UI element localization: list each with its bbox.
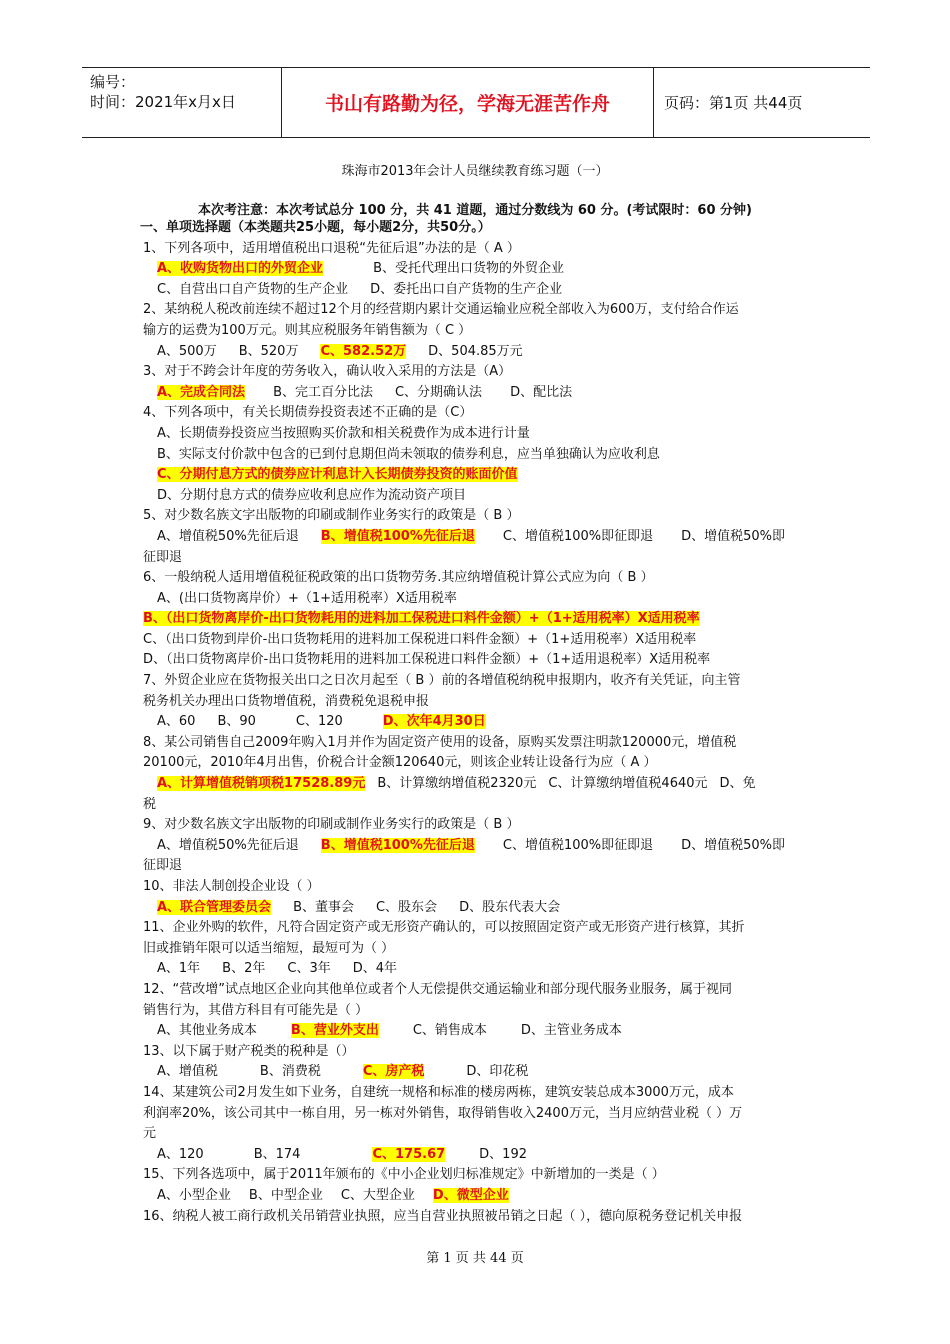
option: A、1年 — [157, 961, 201, 977]
header-meta — [82, 68, 282, 137]
option: D、504.85万元 — [428, 343, 523, 359]
page-footer: 第 1 页 共 44 页 — [426, 1251, 524, 1266]
option: D、股东代表大会 — [459, 899, 561, 915]
option: A、长期债券投资应当按照购买价款和相关税费作为成本进行计量 — [157, 425, 530, 441]
question-text: 20100元，2010年4月出售，价税合计金额120640元，则该企业转让设备行为应（ A ） — [143, 755, 657, 771]
option-wrap: 征即退 — [143, 858, 183, 874]
answer-option: C、分期付息方式的债券应计利息计入长期债券投资的账面价值 — [157, 467, 518, 483]
answer-option: A、收购货物出口的外贸企业 — [157, 261, 324, 277]
page-header — [82, 67, 870, 138]
question-text: 15、下列各选项中，属于2011年颁布的《中小企业划归标准规定》中新增加的一类是（ ） — [143, 1167, 665, 1183]
question-text: 10、非法人制创投企业设（ ） — [143, 879, 320, 894]
option: B、计算缴纳增值税2320元 — [377, 776, 537, 792]
question-text: 12、“营改增”试点地区企业向其他单位或者个人无偿提供交通运输业和部分现代服务业服务，属于视同 — [143, 981, 733, 997]
option: B、完工百分比法 — [273, 384, 373, 400]
option-row — [143, 712, 808, 733]
option: B、520万 — [238, 343, 299, 359]
section-heading: 一、单项选择题（本类题共25小题，每小题2分，共50分。） — [140, 220, 491, 235]
option-row — [143, 609, 808, 630]
document-title: 珠海市2013年会计人员继续教育练习题（一） — [341, 164, 609, 179]
answer-option: B、增值税100%先征后退 — [320, 837, 475, 853]
option: B、2年 — [222, 961, 266, 977]
question-text: 元 — [143, 1126, 157, 1142]
question-text: 9、对少数名族文字出版物的印刷或制作业务实行的政策是（ B ） — [143, 817, 520, 833]
option-row — [143, 342, 808, 363]
option-row — [143, 898, 808, 919]
question-text: 利润率20%，该公司其中一栋自用，另一栋对外销售，取得销售收入2400万元，当月应纳营业税（ ）万 — [143, 1105, 743, 1121]
question-text: 输方的运费为100万元。则其应税服务年销售额为（ C ） — [143, 322, 472, 338]
header-page-info: 页码：第1页 共44页 — [664, 94, 803, 112]
question-text: 16、纳税人被工商行政机关吊销营业执照，应当自营业执照被吊销之日起（ ），德向原税务登记机关申报 — [143, 1208, 743, 1224]
time-label: 时间：2021年x月x日 — [90, 93, 236, 111]
option-wrap: 税 — [143, 796, 157, 812]
option: D、（出口货物离岸价-出口货物耗用的进料加工保税进口料件金额）+（1+适用退税率）X适用税率 — [143, 652, 711, 668]
option: C、分期确认法 — [394, 384, 483, 400]
answer-option: B、营业外支出 — [290, 1023, 379, 1039]
option-row — [143, 1186, 808, 1207]
answer-option: D、微型企业 — [432, 1187, 509, 1203]
option-row — [143, 527, 808, 548]
option: A、增值税50%先征后退 — [157, 837, 299, 853]
question-text: 7、外贸企业应在货物报关出口之日次月起至（ B ）前的各增值税纳税申报期内，收齐有关凭证，向主管 — [143, 673, 741, 689]
option-row — [143, 465, 808, 486]
option: B、受托代理出口货物的外贸企业 — [373, 261, 564, 277]
option: C、自营出口自产货物的生产企业 — [157, 281, 349, 297]
option: C、大型企业 — [340, 1187, 415, 1203]
answer-option: B、增值税100%先征后退 — [320, 528, 475, 544]
question-text: 3、对于不跨会计年度的劳务收入，确认收入采用的方法是（A） — [143, 364, 512, 380]
answer-option: B、（出口货物离岸价-出口货物耗用的进料加工保税进口料件金额）+（1+适用税率）X适用税率 — [143, 611, 700, 627]
question-text: 税务机关办理出口货物增值税，消费税免退税申报 — [143, 693, 430, 709]
option: A、120 — [157, 1146, 204, 1162]
answer-option: A、计算增值税销项税17528.89元 — [157, 776, 366, 792]
option-row — [143, 774, 808, 795]
question-text: 销售行为，其借方科目有可能先是（ ） — [143, 1002, 369, 1018]
answer-option: A、联合管理委员会 — [157, 899, 272, 915]
option: B、中型企业 — [248, 1187, 323, 1203]
option: A、(出口货物离岸价）+（1+适用税率）X适用税率 — [157, 590, 457, 606]
question-list — [140, 218, 808, 1227]
option-row — [143, 280, 808, 301]
option-row — [143, 1145, 808, 1166]
option: B、消费税 — [259, 1064, 321, 1080]
option: C、（出口货物到岸价-出口货物耗用的进料加工保税进口料件金额）+（1+适用税率）X适用税率 — [143, 631, 697, 647]
option: D、4年 — [352, 961, 398, 977]
option: A、其他业务成本 — [157, 1023, 257, 1039]
option: A、增值税 — [157, 1064, 218, 1080]
option: B、实际支付价款中包含的已到付息期但尚未领取的债券利息，应当单独确认为应收利息 — [157, 446, 660, 462]
question-text: 2、某纳税人税改前连续不超过12个月的经营期内累计交通运输业应税全部收入为600万，支付给合作运 — [143, 302, 739, 318]
option: C、增值税100%即征即退 — [502, 837, 654, 853]
answer-option: C、582.52万 — [320, 343, 407, 359]
answer-option: C、175.67 — [372, 1146, 446, 1162]
answer-option: A、完成合同法 — [157, 384, 246, 400]
option: C、计算缴纳增值税4640元 — [548, 776, 708, 792]
option: D、委托出口自产货物的生产企业 — [370, 281, 563, 297]
option: D、免 — [719, 776, 756, 792]
question-text: 4、下列各项中，有关长期债券投资表述不正确的是（C） — [143, 405, 473, 421]
number-label: 编号： — [90, 73, 136, 91]
option: A、60 — [157, 714, 196, 730]
question-text: 13、以下属于财产税类的税种是（） — [143, 1043, 355, 1059]
option: A、小型企业 — [157, 1187, 231, 1203]
option: D、印花税 — [466, 1064, 529, 1080]
option-wrap: 征即退 — [143, 549, 183, 565]
exam-notice: 本次考注意：本次考试总分 100 分，共 41 道题，通过分数线为 60 分。(考试限时：60 分钟) — [198, 203, 752, 218]
option: D、192 — [479, 1146, 527, 1162]
option-row — [143, 259, 808, 280]
option-row — [143, 959, 808, 980]
option: B、董事会 — [293, 899, 354, 915]
option: B、90 — [217, 714, 256, 730]
question-text: 6、一般纳税人适用增值税征税政策的出口货物劳务.其应纳增值税计算公式应为向（ B ） — [143, 570, 654, 586]
question-text: 5、对少数名族文字出版物的印刷或制作业务实行的政策是（ B ） — [143, 508, 520, 524]
question-text: 8、某公司销售自己2009年购入1月并作为固定资产使用的设备，原购买发票注明款120000元，增值税 — [143, 734, 737, 750]
option: C、120 — [295, 714, 343, 730]
question-text: 11、企业外购的软件，凡符合固定资产或无形资产确认的，可以按照固定资产或无形资产进行核算，其折 — [143, 920, 745, 936]
option: C、3年 — [287, 961, 331, 977]
option: D、增值税50%即 — [681, 528, 786, 544]
answer-option: D、次年4月30日 — [382, 714, 486, 730]
question-text: 14、某建筑公司2月发生如下业务，自建统一规格和标准的楼房两栋，建筑安装总成本3000万元，成本 — [143, 1084, 734, 1100]
question-text: 1、下列各项中，适用增值税出口退税“先征后退”办法的是（ A ） — [143, 240, 520, 256]
option: C、增值税100%即征即退 — [502, 528, 654, 544]
option: D、主管业务成本 — [520, 1023, 622, 1039]
option: A、500万 — [157, 343, 217, 359]
option: D、分期付息方式的债券应收利息应作为流动资产项目 — [157, 487, 467, 503]
option: A、增值税50%先征后退 — [157, 528, 299, 544]
option: C、销售成本 — [412, 1023, 487, 1039]
option: D、增值税50%即 — [681, 837, 786, 853]
option: B、174 — [253, 1146, 301, 1162]
header-motto: 书山有路勤为径，学海无涯苦作舟 — [282, 68, 654, 137]
answer-option: C、房产税 — [362, 1064, 425, 1080]
option: D、配比法 — [510, 384, 573, 400]
question-text: 旧或推销年限可以适当缩短，最短可为（ ） — [143, 940, 395, 956]
option: C、股东会 — [375, 899, 438, 915]
option-row — [143, 1062, 808, 1083]
option-row — [143, 383, 808, 404]
option-row — [143, 1021, 808, 1042]
option-row — [143, 836, 808, 857]
